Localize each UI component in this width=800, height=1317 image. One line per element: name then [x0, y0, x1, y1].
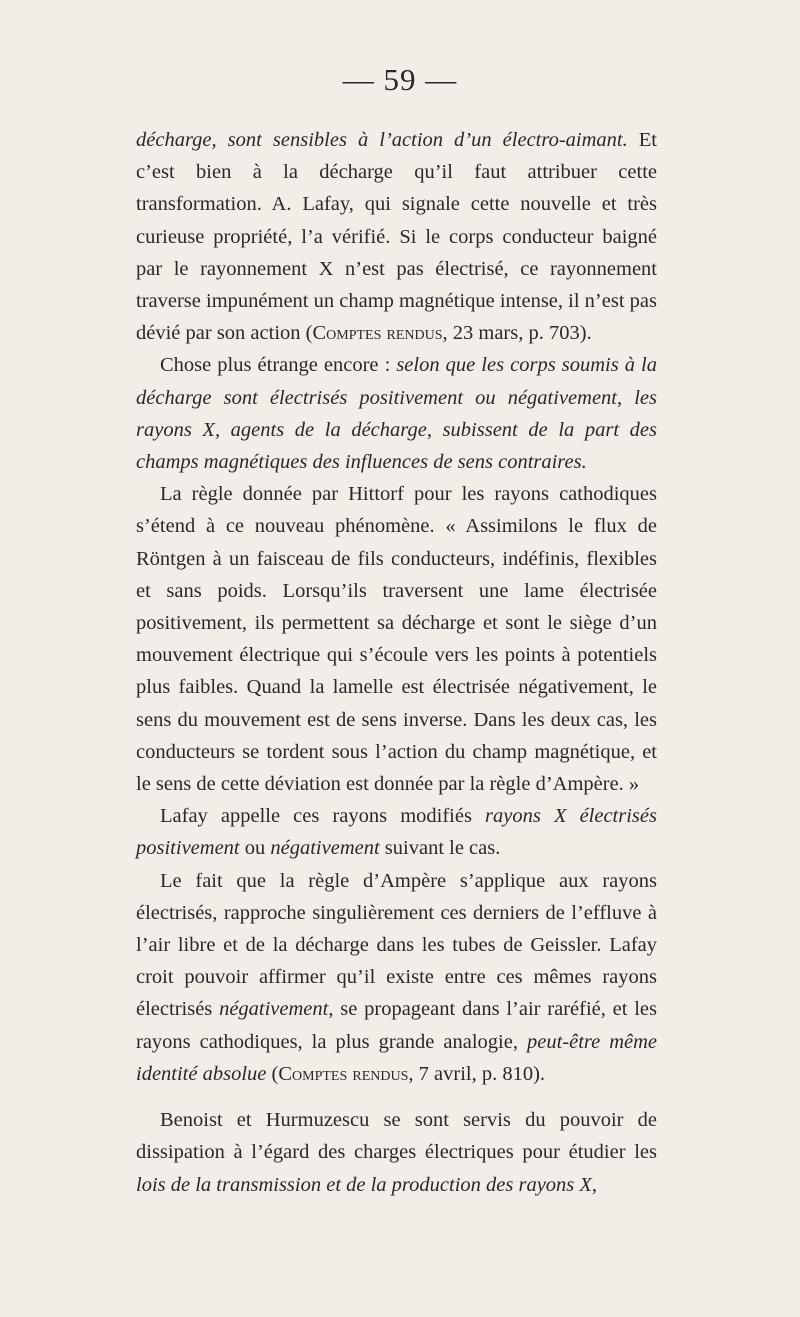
paragraph-4 — [136, 800, 657, 864]
text-run: Benoist et Hurmuzescu se sont servis du pouvoir de dissipation à l’égard des charges électriques pour étudier les — [136, 1109, 657, 1164]
small-caps-text: Comptes rendus — [312, 322, 443, 345]
text-run: Et c’est bien à la décharge qu’il faut attribuer cette transformation. A. Lafay, qui signale cette nouvelle et très curieuse propriété, l’a vérifié. Si le corps conducteur baigné par le rayonnement X n’est pas électrisé, ce rayonnement traverse impunément un champ magnétique intense, il n’est pas dévié par son action ( — [136, 129, 657, 345]
text-run: , se propageant dans l’air raréfié, et les rayons cathodiques, la plus grande analogie, — [136, 998, 658, 1053]
text-run: , 7 avril, p. 810). — [408, 1062, 546, 1085]
body-text — [136, 124, 657, 1201]
page-number: — 59 — — [342, 62, 458, 97]
italic-text: négativement — [219, 998, 329, 1021]
paragraph-6 — [136, 1104, 657, 1201]
italic-text: négativement — [270, 837, 380, 860]
small-caps-text: Comptes rendus — [278, 1062, 409, 1085]
paragraph-5 — [136, 865, 657, 1090]
italic-text: décharge, sont sensibles à l’action d’un électro-aimant. — [136, 129, 628, 151]
text-run: La règle donnée par Hittorf pour les rayons cathodiques s’étend à ce nouveau phénomène. « Assimilons le flux de Röntgen à un faisceau de fils conducteurs, indéfinis, flexibles et sans poids. Lorsqu’ils traversent une lame électrisée positivement, ils permettent sa décharge et sont le siège d’un mouvement électrique qui s’écoule vers les points à potentiels plus faibles. Quand la lamelle est électrisée négativement, le sens du mouvement est de sens inverse. Dans les deux cas, les conducteurs se tordent sous l’action du champ magnétique, et le sens de cette déviation est donnée par la règle d’Ampère. » — [136, 483, 657, 796]
paragraph-2 — [136, 349, 657, 478]
text-run: Lafay appelle ces rayons modifiés — [160, 805, 486, 828]
text-run: , 23 mars, p. 703). — [442, 322, 592, 345]
italic-text: rayons X électrisés positivement — [136, 805, 657, 860]
italic-text: selon que les corps soumis à la décharge sont électrisés positivement ou négativement, les rayons X, agents de la décharge, subissent de la part des champs magnétiques des influences de sens contraires. — [136, 354, 657, 474]
paragraph-1 — [136, 124, 657, 349]
italic-text: peut-être même identité absolue — [136, 1030, 658, 1085]
text-run: Chose plus étrange encore : — [160, 354, 397, 377]
paragraph-3 — [136, 478, 657, 800]
text-run: suivant le cas. — [379, 837, 501, 860]
text-run: ( — [266, 1062, 279, 1085]
text-run: ou — [239, 837, 271, 860]
italic-text: lois de la transmission et de la production des rayons X, — [136, 1173, 598, 1196]
text-run: Le fait que la règle d’Ampère s’applique aux rayons électrisés, rapproche singulièrement ces derniers de l’effluve à l’air libre et de la décharge dans les tubes de Geissler. Lafay croit pouvoir affirmer qu’il existe entre ces mêmes rayons électrisés — [136, 869, 657, 1021]
